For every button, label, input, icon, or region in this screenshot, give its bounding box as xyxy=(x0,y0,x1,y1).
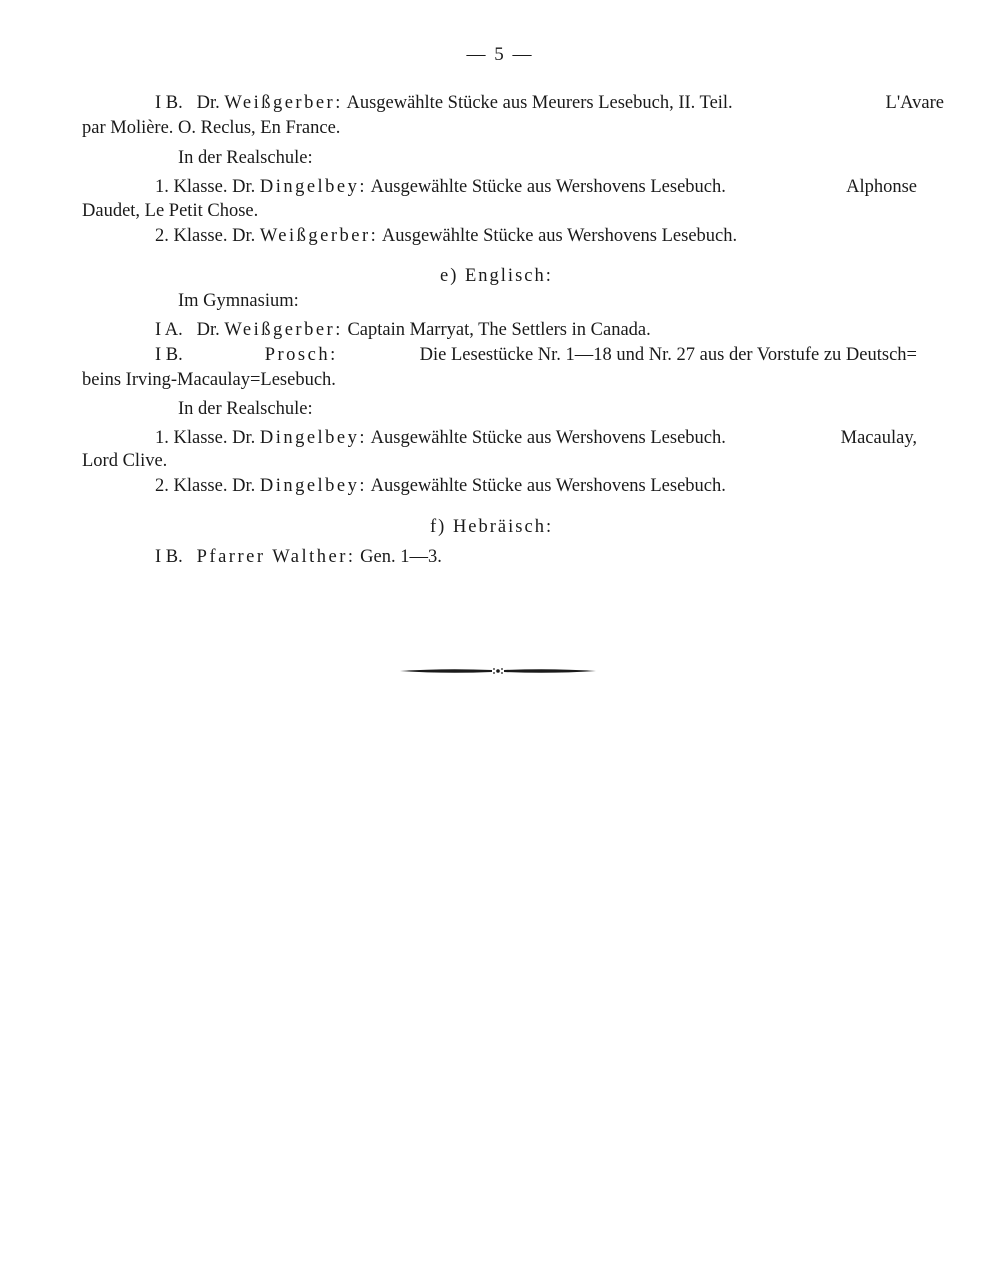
klasse1-english-line-1 xyxy=(155,427,917,449)
class-label: I B. xyxy=(155,547,183,567)
teacher-name: Dingelbey: xyxy=(259,177,368,197)
class-label: I A. xyxy=(155,320,183,340)
klasse2-english xyxy=(155,475,726,497)
class-label: 1. Klasse. xyxy=(155,177,228,197)
line-continuation: Macaulay, xyxy=(840,428,917,448)
ib-french-line-1 xyxy=(155,92,944,114)
class-label: I B. xyxy=(155,93,183,113)
page-number: — 5 — xyxy=(466,44,534,65)
teacher-title: Dr. xyxy=(196,93,220,113)
realschule-heading-english: In der Realschule: xyxy=(178,399,313,419)
ib-hebrew xyxy=(155,546,442,568)
reading-material: Die Lesestücke Nr. 1—18 und Nr. 27 aus der Vorstufe zu Deutsch= xyxy=(419,345,917,365)
section-heading-hebrew: f) Hebräisch: xyxy=(430,517,554,537)
line-continuation: Alphonse xyxy=(846,177,917,197)
teacher-name: Dingelbey: xyxy=(259,476,368,496)
realschule-heading-french: In der Realschule: xyxy=(178,148,313,168)
klasse1-english-line-2: Lord Clive. xyxy=(82,451,168,471)
teacher-name: Weißgerber: xyxy=(224,93,343,113)
ornament-divider-icon xyxy=(400,664,596,678)
section-heading-english: e) Englisch: xyxy=(440,266,553,286)
class-label: I B. xyxy=(155,345,183,365)
teacher-title: Dr. xyxy=(232,177,256,197)
reading-material: Ausgewählte Stücke aus Wershovens Lesebuch. xyxy=(370,177,726,197)
klasse1-french-line-1 xyxy=(155,176,917,198)
class-label: 2. Klasse. xyxy=(155,226,228,246)
reading-material: Ausgewählte Stücke aus Wershovens Lesebuch. xyxy=(370,428,726,448)
reading-material: Ausgewählte Stücke aus Meurers Lesebuch, II. Teil. xyxy=(346,93,733,113)
ib-english-line-1 xyxy=(155,344,917,366)
teacher-name: Weißgerber: xyxy=(224,320,343,340)
reading-material: Ausgewählte Stücke aus Wershovens Lesebuch. xyxy=(370,476,726,496)
reading-material: Ausgewählte Stücke aus Wershovens Lesebuch. xyxy=(381,226,738,246)
reading-material: Captain Marryat, The Settlers in Canada. xyxy=(347,320,651,340)
teacher-title: Dr. xyxy=(232,428,256,448)
ib-english-line-2: beins Irving-Macaulay=Lesebuch. xyxy=(82,370,336,390)
teacher-name: Pfarrer Walther: xyxy=(196,547,356,567)
teacher-name: Dingelbey: xyxy=(259,428,368,448)
ib-french-line-2: par Molière. O. Reclus, En France. xyxy=(82,118,341,138)
line-continuation: L'Avare xyxy=(885,93,944,113)
teacher-name: Weißgerber: xyxy=(259,226,379,246)
class-label: 2. Klasse. xyxy=(155,476,228,496)
klasse1-french-line-2: Daudet, Le Petit Chose. xyxy=(82,201,259,221)
class-label: 1. Klasse. xyxy=(155,428,228,448)
reading-material: Gen. 1—3. xyxy=(360,547,442,567)
klasse2-french xyxy=(155,225,737,247)
gymnasium-heading: Im Gymnasium: xyxy=(178,291,299,311)
teacher-title: Dr. xyxy=(232,226,256,246)
ia-english xyxy=(155,319,651,341)
teacher-title: Dr. xyxy=(196,320,220,340)
teacher-name: Prosch: xyxy=(264,345,338,365)
teacher-title: Dr. xyxy=(232,476,256,496)
